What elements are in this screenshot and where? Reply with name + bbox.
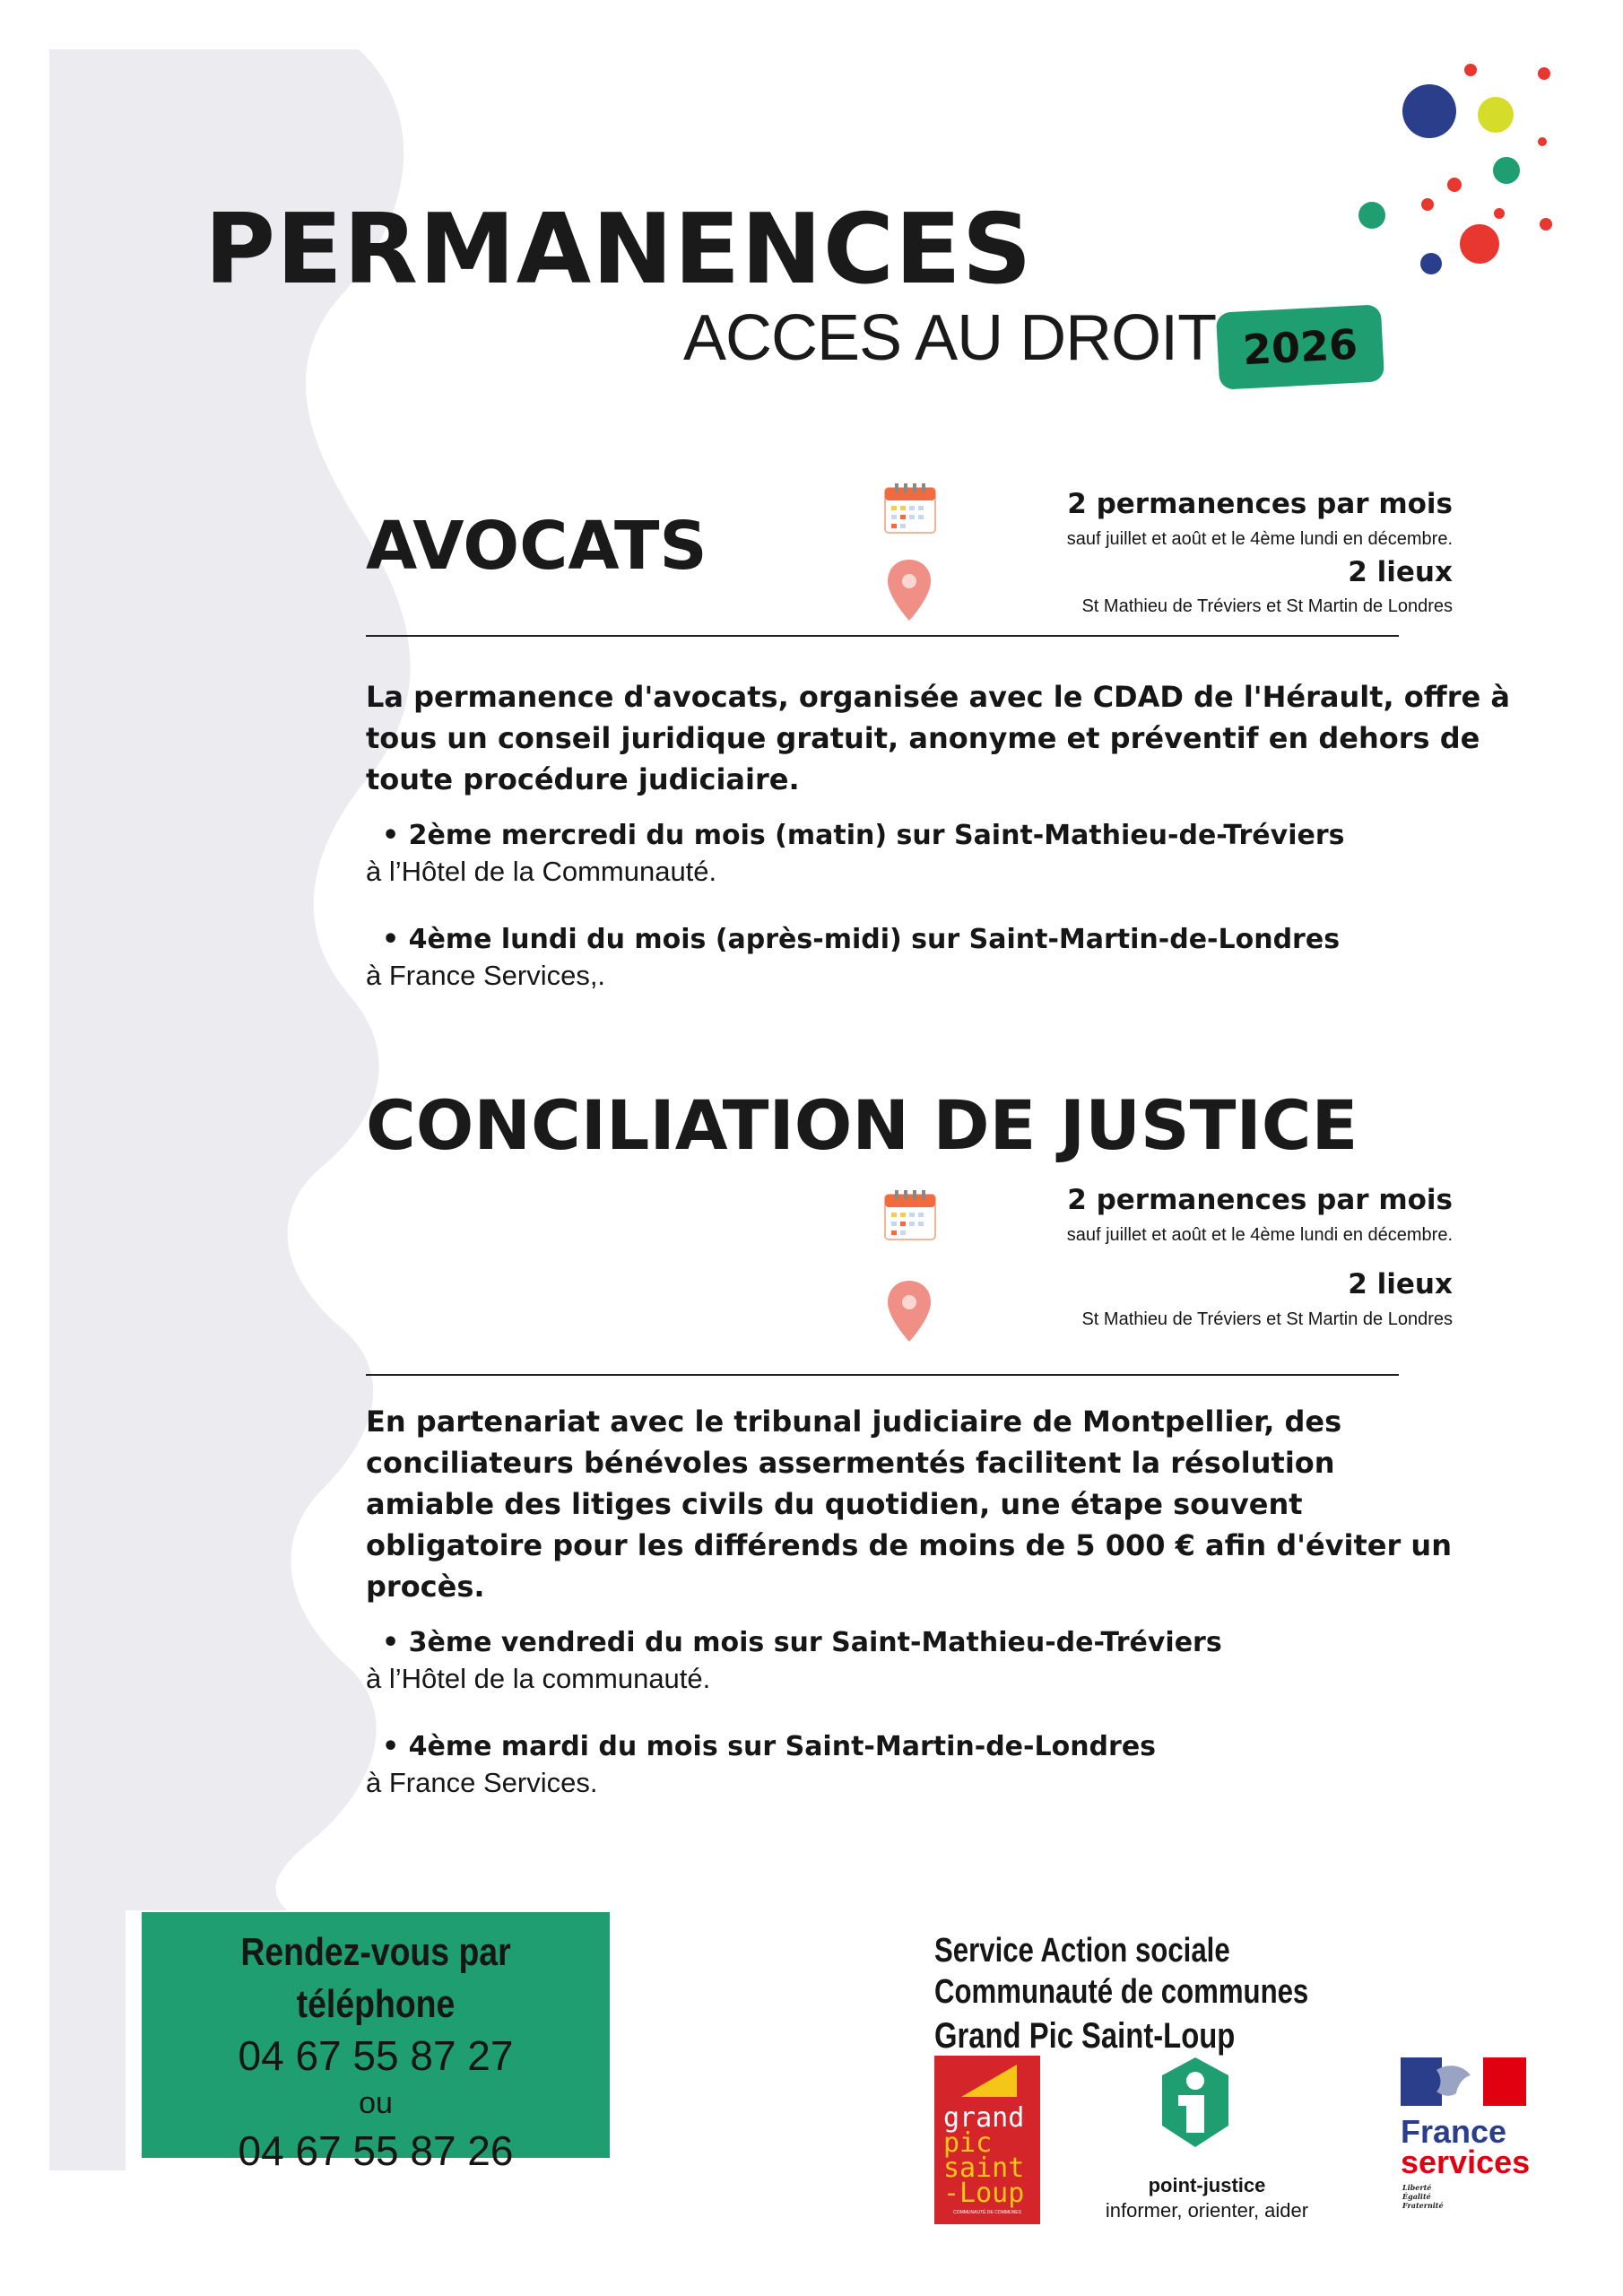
section-title-conciliation: CONCILIATION DE JUSTICE (366, 1085, 1358, 1165)
bubble-navy-large (1402, 84, 1456, 138)
conciliation-description-line: procès. (366, 1570, 485, 1604)
gpsl-word-saint: saint (943, 2152, 1025, 2184)
gpsl-word-loup: -Loup (943, 2178, 1025, 2209)
avocats-session-2-where: à France Services,. (366, 960, 606, 991)
motto-liberte: Liberté (1402, 2183, 1432, 2192)
bubble-red-7 (1540, 218, 1552, 230)
conciliation-session-1-where: à l’Hôtel de la communauté. (366, 1663, 711, 1694)
conciliation-session-2: • 4ème mardi du mois sur Saint-Martin-de-Londres (382, 1731, 1157, 1762)
page-title: PERMANENCES (204, 194, 1033, 306)
conciliation-session-1: • 3ème vendredi du mois sur Saint-Mathieu-de-Tréviers (382, 1627, 1222, 1658)
conciliation-places-note: St Mathieu de Tréviers et St Martin de Londres (1081, 1309, 1453, 1329)
bubble-red-3 (1447, 178, 1462, 192)
mountain-icon (934, 2056, 1040, 2102)
france-services-word-2: services (1401, 2144, 1531, 2180)
phone-number-1[interactable]: 04 67 55 87 27 (238, 2032, 514, 2079)
gpsl-word-pic: pic (943, 2127, 993, 2159)
appointment-subtitle: téléphone (296, 1982, 456, 2026)
bubble-red-large (1460, 224, 1499, 264)
org-line-3: Grand Pic Saint-Loup (934, 2016, 1236, 2056)
point-justice-logo-icon (1159, 2056, 1232, 2149)
bubble-red-1 (1464, 64, 1477, 76)
republic-motto (1402, 2183, 1444, 2210)
conciliation-description-line: conciliateurs bénévoles assermentés facilitent la résolution (366, 1446, 1335, 1480)
conciliation-frequency: 2 permanences par mois (1067, 1184, 1453, 1216)
conciliation-session-1-when: 3ème vendredi du mois sur Saint-Mathieu-de-Tréviers (408, 1627, 1222, 1658)
conciliation-description-line: obligatoire pour les différends de moins de 5 000 € afin d'éviter un (366, 1528, 1452, 1562)
avocats-session-1-when: 2ème mercredi du mois (matin) sur Saint-Mathieu-de-Tréviers (408, 820, 1345, 851)
bubble-red-6 (1494, 208, 1505, 219)
phone-separator: ou (359, 2086, 393, 2120)
conciliation-session-2-when: 4ème mardi du mois sur Saint-Martin-de-Londres (408, 1731, 1157, 1762)
avocats-places: 2 lieux (1348, 556, 1453, 588)
bubbles-decoration (1358, 64, 1552, 274)
background-wave-shape (49, 49, 411, 1910)
appointment-title: Rendez-vous par (240, 1930, 511, 1974)
page-subtitle: ACCES AU DROIT (683, 302, 1217, 374)
avocats-description: La permanence d'avocats, organisée avec le CDAD de l'Hérault, offre à tous un conseil juridique gratuit, anonyme et préventif en dehors de toute procédure judiciaire. (366, 680, 1510, 796)
marianne-flag-icon (1401, 2057, 1526, 2106)
avocats-session-2-when: 4ème lundi du mois (après-midi) sur Saint-Martin-de-Londres (408, 924, 1341, 955)
avocats-frequency: 2 permanences par mois (1067, 488, 1453, 520)
france-services-word-1: France (1401, 2113, 1507, 2150)
avocats-places-note: St Mathieu de Tréviers et St Martin de Londres (1081, 596, 1453, 616)
background-wave-bottom (49, 1910, 126, 2170)
bubble-green-1 (1358, 202, 1385, 229)
avocats-session-2: • 4ème lundi du mois (après-midi) sur Saint-Martin-de-Londres (382, 924, 1341, 955)
bubble-lime (1478, 97, 1514, 133)
appointment-box (142, 1912, 610, 2174)
grand-pic-saint-loup-logo (934, 2056, 1040, 2224)
phone-number-2[interactable]: 04 67 55 87 26 (238, 2127, 514, 2174)
avocats-frequency-note: sauf juillet et août et le 4ème lundi en décembre. (1066, 529, 1453, 549)
org-line-1: Service Action sociale (934, 1932, 1230, 1970)
bubble-navy-small (1420, 253, 1442, 274)
year-badge: 2026 (1216, 304, 1384, 390)
section-divider (366, 1374, 1399, 1376)
section-divider (366, 635, 1399, 637)
bubble-green-2 (1493, 157, 1520, 184)
conciliation-session-2-where: à France Services. (366, 1767, 598, 1798)
gpsl-word-grand: grand (943, 2102, 1025, 2134)
section-title-avocats: AVOCATS (366, 508, 707, 585)
bubble-red-5 (1538, 137, 1547, 146)
motto-fraternite: Fraternité (1402, 2201, 1444, 2210)
avocats-session-1-where: à l’Hôtel de la Communauté. (366, 856, 717, 887)
motto-egalite: Égalité (1402, 2192, 1431, 2201)
point-justice-name: point-justice (1148, 2174, 1266, 2196)
conciliation-description-line: amiable des litiges civils du quotidien, une étape souvent (366, 1487, 1303, 1521)
point-justice-tagline: informer, orienter, aider (1105, 2199, 1309, 2222)
conciliation-description-line: En partenariat avec le tribunal judiciaire de Montpellier, des (366, 1405, 1342, 1439)
bubble-red-4 (1421, 198, 1434, 211)
bubble-red-2 (1538, 67, 1550, 80)
gpsl-small-text: COMMUNAUTÉ DE COMMUNES (953, 2210, 1021, 2215)
conciliation-description (366, 1401, 1567, 1607)
conciliation-frequency-note: sauf juillet et août et le 4ème lundi en décembre. (1066, 1225, 1453, 1245)
org-line-2: Communauté de communes (934, 1973, 1309, 2011)
conciliation-places: 2 lieux (1348, 1268, 1453, 1300)
avocats-session-1: • 2ème mercredi du mois (matin) sur Saint-Mathieu-de-Tréviers (382, 820, 1345, 851)
